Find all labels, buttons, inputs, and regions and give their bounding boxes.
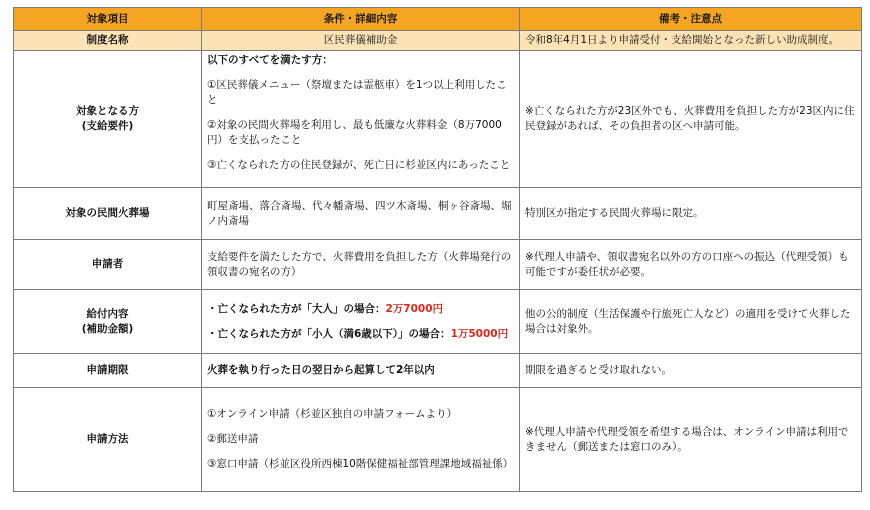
- benefit-adult: ・亡くなられた方が「大人」の場合：2万7000円: [207, 302, 444, 315]
- eligibility-note: ※亡くなられた方が23区外でも、火葬費用を負担した方が23区内に住民登録があれば、その負担者の区へ申請可能。: [520, 51, 862, 188]
- system-name-value: 区民葬儀補助金: [202, 31, 520, 51]
- header-note: 備考・注意点: [520, 8, 862, 31]
- benefit-child: ・亡くなられた方が「小人（満6歳以下）」の場合：1万5000円: [207, 327, 509, 340]
- benefit-note: 他の公的制度（生活保護や行旅死亡人など）の適用を受けて火葬した場合は対象外。: [520, 290, 862, 354]
- eligibility-detail: [202, 51, 520, 188]
- crematoria-note: 特別区が指定する民間火葬場に限定。: [520, 188, 862, 240]
- applicant-value: 支給要件を満たした方で、火葬費用を負担した方（火葬場発行の領収書の宛名の方）: [202, 240, 520, 290]
- period-label: 申請期限: [14, 354, 202, 388]
- method-detail: [202, 388, 520, 492]
- system-name-note: 令和8年4月1日より申請受付・支給開始となった新しい助成制度。: [520, 31, 862, 51]
- period-value: 火葬を執り行った日の翌日から起算して2年以内: [202, 354, 520, 388]
- method-item-2: ②郵送申請: [207, 433, 259, 445]
- period-row: [14, 354, 862, 388]
- header-detail: 条件・詳細内容: [202, 8, 520, 31]
- benefit-label: 給付内容 (補助金額): [14, 290, 202, 354]
- header-row: [14, 8, 862, 31]
- method-item-1: ①オンライン申請（杉並区独自の申請フォームより）: [207, 408, 458, 420]
- method-note: ※代理人申請や代理受領を希望する場合は、オンライン申請は利用できません（郵送または窓口のみ）。: [520, 388, 862, 492]
- method-item-3: ③窓口申請（杉並区役所西棟10階保健福祉部管理課地域福祉係）: [207, 458, 514, 470]
- crematoria-label: 対象の民間火葬場: [14, 188, 202, 240]
- crematoria-row: [14, 188, 862, 240]
- eligibility-item-2: ②対象の民間火葬場を利用し、最も低廉な火葬料金（8万7000円）を支払ったこと: [207, 119, 502, 146]
- period-note: 期限を過ぎると受け取れない。: [520, 354, 862, 388]
- benefit-detail: [202, 290, 520, 354]
- method-row: [14, 388, 862, 492]
- crematoria-value: 町屋斎場、落合斎場、代々幡斎場、四ツ木斎場、桐ヶ谷斎場、堀ノ内斎場: [202, 188, 520, 240]
- benefit-child-amount: 1万5000円: [450, 327, 509, 340]
- benefit-adult-amount: 2万7000円: [385, 302, 444, 315]
- applicant-note: ※代理人申請や、領収書宛名以外の方の口座への振込（代理受領）も可能ですが委任状が必要。: [520, 240, 862, 290]
- eligibility-row: [14, 51, 862, 188]
- subsidy-info-table: [13, 7, 862, 492]
- system-name-label: 制度名称: [14, 31, 202, 51]
- eligibility-item-1: ①区民葬儀メニュー（祭壇または霊柩車）を1つ以上利用したこと: [207, 79, 507, 106]
- eligibility-label: 対象となる方 (支給要件): [14, 51, 202, 188]
- benefit-row: [14, 290, 862, 354]
- header-item: 対象項目: [14, 8, 202, 31]
- applicant-label: 申請者: [14, 240, 202, 290]
- system-name-row: [14, 31, 862, 51]
- applicant-row: [14, 240, 862, 290]
- eligibility-item-3: ③亡くなられた方の住民登録が、死亡日に杉並区内にあったこと: [207, 159, 511, 171]
- eligibility-intro: 以下のすべてを満たす方：: [207, 54, 333, 66]
- method-label: 申請方法: [14, 388, 202, 492]
